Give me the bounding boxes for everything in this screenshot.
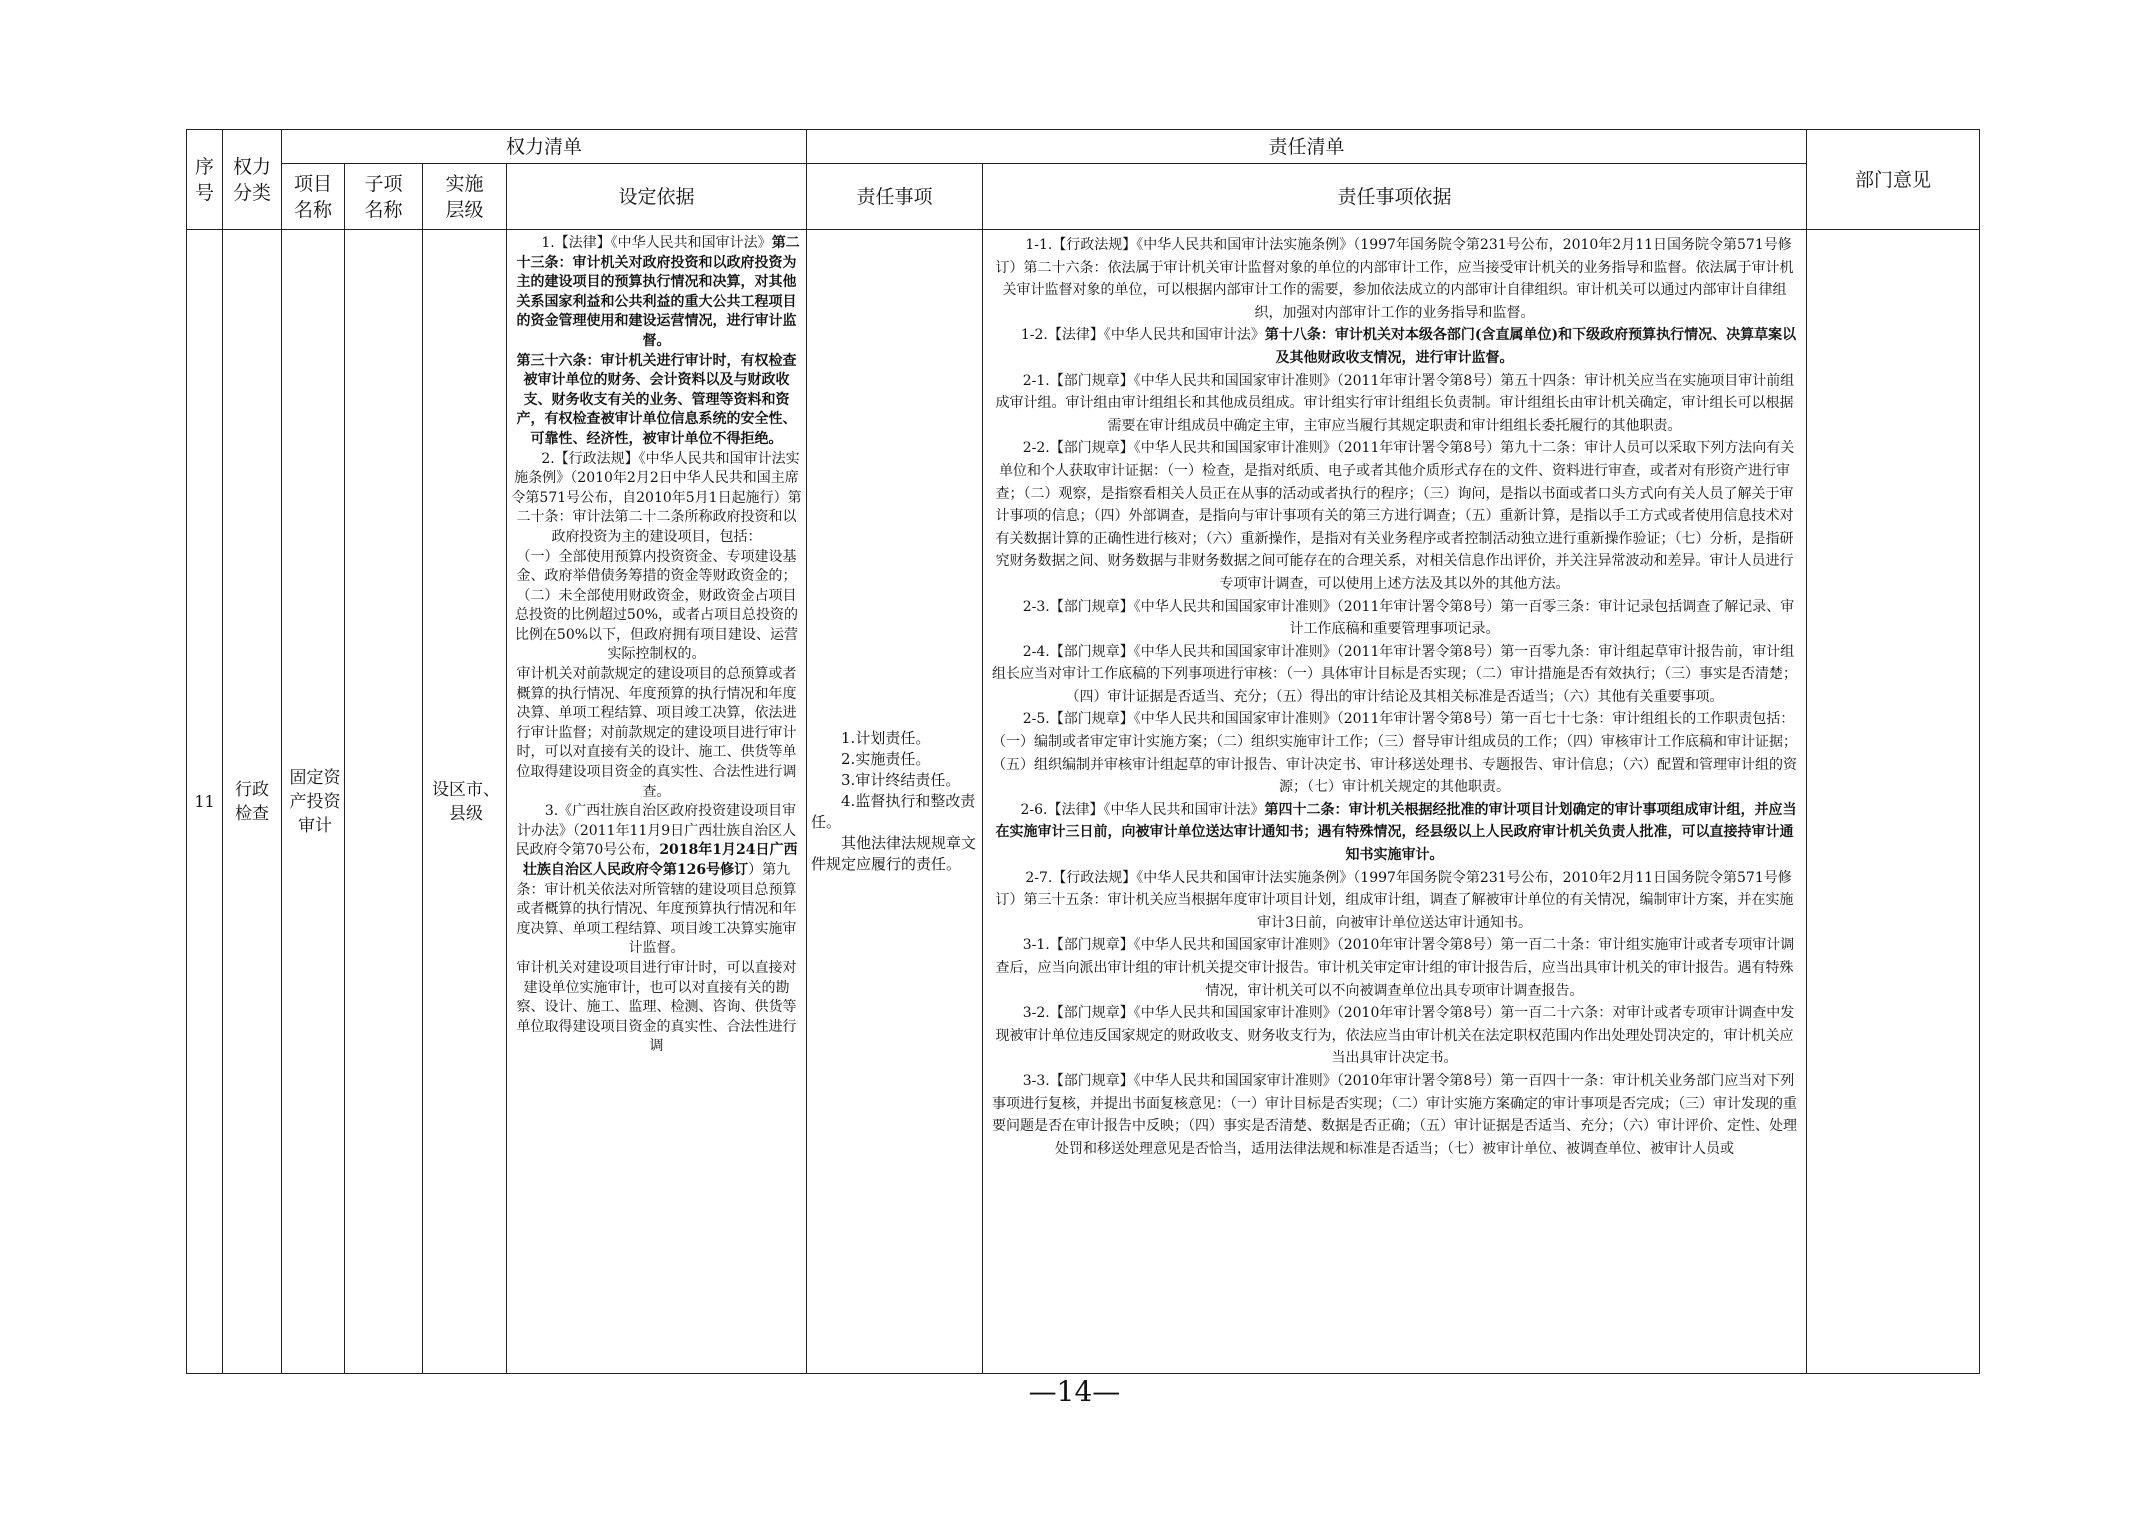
duty-basis-text bbox=[989, 234, 1800, 1160]
duty-item: 其他法律法规规章文件规定应履行的责任。 bbox=[811, 834, 977, 873]
header-seq: 序号 bbox=[187, 130, 223, 230]
header-duty: 责任事项 bbox=[807, 164, 983, 230]
duty-basis-paragraph: 2-5.【部门规章】《中华人民共和国国家审计准则》（2011年审计署令第8号）第一百七十七条：审计组组长的工作职责包括：（一）编制或者审定审计实施方案；（二）组织实施审计工作；（三）督导审计组成员的工作；（四）审核审计工作底稿和审计证据；（五）组织编制并审核审计组起草的审计报告、审计决定书、审计移送处理书、专题报告、审计信息；（六）配置和管理审计组的资源；（七）审计机关规定的其他职责。 bbox=[992, 711, 1798, 796]
duty-basis-paragraph: 2-1.【部门规章】《中华人民共和国国家审计准则》（2011年审计署令第8号）第五十四条：审计机关应当在实施项目审计前组成审计组。审计组由审计组组长和其他成员组成。审计组实行审计组组长负责制。审计组组长由审计机关确定，审计组长可以根据需要在审计组成员中确定主审，主审应当履行其规定职责和审计组组长委托履行的其他职责。 bbox=[995, 372, 1795, 434]
duty-basis-paragraph: 1-2.【法律】《中华人民共和国审计法》第十八条：审计机关对本级各部门(含直属单位)和下级政府预算执行情况、决算草案以及其他财政收支情况，进行审计监督。 bbox=[1020, 327, 1797, 366]
row-sub-item bbox=[345, 230, 423, 1374]
header-responsibility-list: 责任清单 bbox=[807, 130, 1807, 164]
row-dept-opinion bbox=[1807, 230, 1980, 1374]
basis-paragraph: 1.【法律】《中华人民共和国审计法》第二十三条：审计机关对政府投资和以政府投资为主的建设项目的预算执行情况和决算，对其他关系国家利益和公共利益的重大公共工程项目的资金管理使用和建设运营情况，进行审计监督。 bbox=[516, 235, 800, 349]
setting-basis-text bbox=[511, 234, 802, 1057]
duty-basis-cell bbox=[983, 230, 1807, 1374]
page-number: —14— bbox=[1028, 1375, 1121, 1408]
duty-basis-paragraph: 3-1.【部门规章】《中华人民共和国国家审计准则》（2010年审计署令第8号）第一百二十条：审计组实施审计或者专项审计调查后，应当向派出审计组的审计机关提交审计报告。审计机关审定审计组的审计报告后，应当出具审计机关的审计报告。遇有特殊情况，审计机关可以不向被调查单位出具专项审计调查报告。 bbox=[995, 937, 1795, 999]
row-level: 设区市、县级 bbox=[423, 230, 507, 1374]
header-item-name: 项目名称 bbox=[282, 164, 345, 230]
header-level: 实施层级 bbox=[423, 164, 507, 230]
row-item-name: 固定资产投资审计 bbox=[282, 230, 345, 1374]
duty-list bbox=[811, 728, 978, 875]
duty-basis-paragraph: 3-3.【部门规章】《中华人民共和国国家审计准则》（2010年审计署令第8号）第一百四十一条：审计机关业务部门应当对下列事项进行复核，并提出书面复核意见：（一）审计目标是否实现；（二）审计实施方案确定的审计事项是否完成；（三）审计发现的重要问题是否在审计报告中反映；（四）事实是否清楚、数据是否正确；（五）审计证据是否适当、充分；（六）审计评价、定性、处理处罚和移送处理意见是否恰当，适用法律法规和标准是否适当；（七）被审计单位、被调查单位、被审计人员或 bbox=[992, 1072, 1798, 1157]
duty-item: 4.监督执行和整改责任。 bbox=[811, 792, 976, 831]
duties-cell bbox=[807, 230, 983, 1374]
basis-paragraph: 审计机关对建设项目进行审计时，可以直接对建设单位实施审计，也可以对直接有关的勘察、设计、施工、监理、检测、咨询、供货等单位取得建设项目资金的真实性、合法性进行调 bbox=[516, 959, 797, 1055]
basis-paragraph: 3.《广西壮族自治区政府投资建设项目审计办法》（2011年11月9日广西壮族自治区人民政府令第70号公布，2018年1月24日广西壮族自治区人民政府令第126号修订）第九条：审计机关依法对所管辖的建设项目总预算或者概算的执行情况、年度预算执行情况和年度决算、单项工程结算、项目竣工决算实施审计监督。 bbox=[515, 803, 798, 957]
header-basis: 设定依据 bbox=[507, 164, 807, 230]
basis-paragraph: （一）全部使用预算内投资资金、专项建设基金、政府举借债务筹措的资金等财政资金的； bbox=[516, 548, 797, 585]
header-power-list: 权力清单 bbox=[282, 130, 807, 164]
duty-item: 1.计划责任。 bbox=[841, 729, 931, 747]
row-category: 行政检查 bbox=[223, 230, 282, 1374]
duty-basis-paragraph: 2-4.【部门规章】《中华人民共和国国家审计准则》（2011年审计署令第8号）第一百零九条：审计组起草审计报告前，审计组组长应当对审计工作底稿的下列事项进行审核：（一）具体审计目标是否实现；（二）审计措施是否有效执行；（三）事实是否清楚；（四）审计证据是否适当、充分；（五）得出的审计结论及其相关标准是否适当；（六）其他有关重要事项。 bbox=[992, 643, 1798, 705]
duty-basis-paragraph: 2-7.【行政法规】《中华人民共和国审计法实施条例》（1997年国务院令第231号公布，2010年2月11日国务院令第571号修订）第三十五条：审计机关应当根据年度审计项目计划，组成审计组，调查了解被审计单位的有关情况，编制审计方案，并在实施审计3日前，向被审计单位送达审计通知书。 bbox=[995, 869, 1794, 931]
basis-paragraph: 第三十六条：审计机关进行审计时，有权检查被审计单位的财务、会计资料以及与财政收支、财务收支有关的业务、管理等资料和资产，有权检查被审计单位信息系统的安全性、可靠性、经济性，被审计单位不得拒绝。 bbox=[516, 352, 797, 447]
basis-paragraph: 2.【行政法规】《中华人民共和国审计法实施条例》（2010年2月2日中华人民共和国主席令第571号公布，自2010年5月1日起施行）第二十条：审计法第二十二条所称政府投资和以政府投资为主的建设项目，包括： bbox=[511, 450, 802, 545]
setting-basis-cell bbox=[507, 230, 807, 1374]
duty-basis-paragraph: 2-2.【部门规章】《中华人民共和国国家审计准则》（2011年审计署令第8号）第九十二条：审计人员可以采取下列方法向有关单位和个人获取审计证据：（一）检查，是指对纸质、电子或者其他介质形式存在的文件、资料进行审查，或者对有形资产进行审查；（二）观察，是指察看相关人员正在从事的活动或者执行的程序；（三）询问，是指以书面或者口头方式向有关人员了解关于审计事项的信息；（四）外部调查，是指向与审计事项有关的第三方进行调查；（五）重新计算，是指以手工方式或者使用信息技术对有关数据计算的正确性进行核对；（六）重新操作，是指对有关业务程序或者控制活动独立进行重新操作验证；（七）分析，是指研究财务数据之间、财务数据与非财务数据之间可能存在的合理关系，对相关信息作出评价，并关注异常波动和差异。审计人员进行专项审计调查，可以使用上述方法及其以外的其他方法。 bbox=[995, 440, 1795, 592]
row-seq: 11 bbox=[187, 230, 223, 1374]
basis-paragraph: （二）未全部使用财政资金，财政资金占项目总投资的比例超过50%，或者占项目总投资的比例在50%以下，但政府拥有项目建设、运营实际控制权的。 bbox=[514, 587, 799, 663]
header-dept-opinion: 部门意见 bbox=[1807, 130, 1980, 230]
header-sub-item: 子项名称 bbox=[345, 164, 423, 230]
duty-basis-paragraph: 1-1.【行政法规】《中华人民共和国审计法实施条例》（1997年国务院令第231号公布，2010年2月11日国务院令第571号修订）第二十六条：依法属于审计机关审计监督对象的单位的内部审计工作，应当接受审计机关的业务指导和监督。依法属于审计机关审计监督对象的单位，可以根据内部审计工作的需要，参加依法成立的内部审计自律组织。审计机关可以通过内部审计自律组织，加强对内部审计工作的业务指导和监督。 bbox=[995, 237, 1794, 321]
duty-basis-paragraph: 3-2.【部门规章】《中华人民共和国国家审计准则》（2010年审计署令第8号）第一百二十六条：对审计或者专项审计调查中发现被审计单位违反国家规定的财政收支、财务收支行为，依法应当由审计机关在法定职权范围内作出处理处罚决定的，审计机关应当出具审计决定书。 bbox=[995, 1005, 1795, 1067]
header-duty-basis: 责任事项依据 bbox=[983, 164, 1807, 230]
basis-paragraph: 审计机关对前款规定的建设项目的总预算或者概算的执行情况、年度预算的执行情况和年度决算、单项工程结算、项目竣工决算，依法进行审计监督；对前款规定的建设项目进行审计时，可以对直接有关的设计、施工、供货等单位取得建设项目资金的真实性、合法性进行调查。 bbox=[516, 666, 797, 800]
header-category: 权力分类 bbox=[223, 130, 282, 230]
duty-item: 2.实施责任。 bbox=[841, 750, 931, 768]
duty-basis-paragraph: 2-6.【法律】《中华人民共和国审计法》第四十二条：审计机关根据经批准的审计项目计划确定的审计事项组成审计组，并应当在实施审计三日前，向被审计单位送达审计通知书；遇有特殊情况，经县级以上人民政府审计机关负责人批准，可以直接持审计通知书实施审计。 bbox=[995, 801, 1797, 864]
duty-basis-paragraph: 2-3.【部门规章】《中华人民共和国国家审计准则》（2011年审计署令第8号）第一百零三条：审计记录包括调查了解记录、审计工作底稿和重要管理事项记录。 bbox=[1022, 598, 1795, 638]
power-responsibility-table bbox=[186, 129, 1980, 1374]
duty-item: 3.审计终结责任。 bbox=[841, 771, 961, 789]
